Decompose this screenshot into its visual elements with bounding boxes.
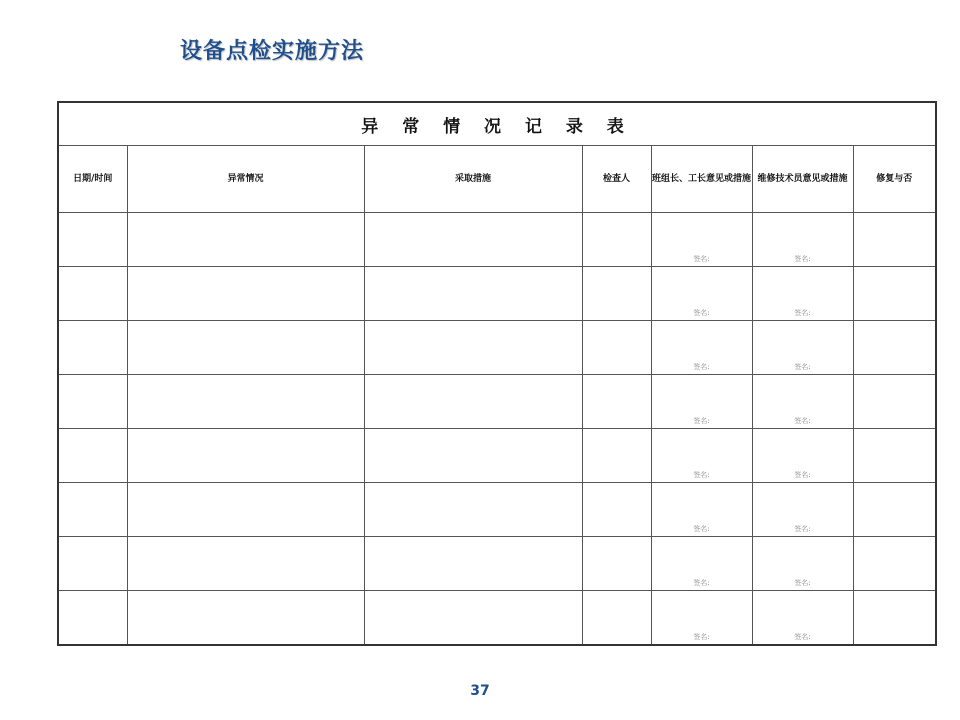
- technician-opinion-cell[interactable]: [752, 213, 853, 267]
- repaired-cell[interactable]: [853, 375, 936, 429]
- datetime-cell[interactable]: [58, 375, 127, 429]
- technician-opinion-cell[interactable]: [752, 267, 853, 321]
- measures-taken-cell[interactable]: [364, 267, 582, 321]
- datetime-cell[interactable]: [58, 483, 127, 537]
- technician-opinion-cell[interactable]: [752, 429, 853, 483]
- measures-taken-cell[interactable]: [364, 321, 582, 375]
- signature-label: 签名:: [794, 471, 811, 479]
- abnormal-situation-cell[interactable]: [127, 537, 364, 591]
- signature-label: 签名:: [693, 525, 710, 533]
- table-row: [58, 483, 936, 537]
- column-header-measures-taken: 采取措施: [364, 146, 582, 213]
- signature-label: 签名:: [693, 471, 710, 479]
- signature-label: 签名:: [794, 525, 811, 533]
- column-header-datetime: 日期/时间: [58, 146, 127, 213]
- column-header-abnormal-situation: 异常情况: [127, 146, 364, 213]
- technician-opinion-cell[interactable]: [752, 591, 853, 646]
- datetime-cell[interactable]: [58, 213, 127, 267]
- signature-label: 签名:: [693, 417, 710, 425]
- signature-label: 签名:: [693, 633, 710, 641]
- table-row: [58, 429, 936, 483]
- repaired-cell[interactable]: [853, 591, 936, 646]
- table-row: [58, 267, 936, 321]
- column-header-inspector: 检查人: [582, 146, 651, 213]
- abnormal-record-table: [57, 101, 937, 646]
- datetime-cell[interactable]: [58, 267, 127, 321]
- measures-taken-cell[interactable]: [364, 537, 582, 591]
- table-row: [58, 321, 936, 375]
- repaired-cell[interactable]: [853, 537, 936, 591]
- signature-label: 签名:: [693, 363, 710, 371]
- table-row: [58, 537, 936, 591]
- table-row: [58, 213, 936, 267]
- abnormal-situation-cell[interactable]: [127, 267, 364, 321]
- measures-taken-cell[interactable]: [364, 375, 582, 429]
- signature-label: 签名:: [794, 579, 811, 587]
- column-header-technician-opinion: 维修技术员意见或措施: [752, 146, 853, 213]
- table-title: 异 常 情 况 记 录 表: [58, 102, 936, 146]
- datetime-cell[interactable]: [58, 591, 127, 646]
- technician-opinion-cell[interactable]: [752, 321, 853, 375]
- inspector-cell[interactable]: [582, 483, 651, 537]
- datetime-cell[interactable]: [58, 429, 127, 483]
- table-row: [58, 375, 936, 429]
- team-leader-opinion-cell[interactable]: [651, 483, 752, 537]
- repaired-cell[interactable]: [853, 213, 936, 267]
- table-row: [58, 591, 936, 646]
- datetime-cell[interactable]: [58, 537, 127, 591]
- signature-label: 签名:: [794, 417, 811, 425]
- team-leader-opinion-cell[interactable]: [651, 591, 752, 646]
- team-leader-opinion-cell[interactable]: [651, 213, 752, 267]
- measures-taken-cell[interactable]: [364, 591, 582, 646]
- inspector-cell[interactable]: [582, 267, 651, 321]
- column-header-team-leader-opinion: 班组长、工长意见或措施: [651, 146, 752, 213]
- signature-label: 签名:: [693, 255, 710, 263]
- signature-label: 签名:: [693, 579, 710, 587]
- signature-label: 签名:: [794, 363, 811, 371]
- abnormal-situation-cell[interactable]: [127, 375, 364, 429]
- signature-label: 签名:: [794, 255, 811, 263]
- measures-taken-cell[interactable]: [364, 213, 582, 267]
- repaired-cell[interactable]: [853, 429, 936, 483]
- technician-opinion-cell[interactable]: [752, 483, 853, 537]
- signature-label: 签名:: [794, 633, 811, 641]
- team-leader-opinion-cell[interactable]: [651, 267, 752, 321]
- signature-label: 签名:: [794, 309, 811, 317]
- page-number: 37: [470, 683, 490, 699]
- inspector-cell[interactable]: [582, 321, 651, 375]
- measures-taken-cell[interactable]: [364, 429, 582, 483]
- inspector-cell[interactable]: [582, 429, 651, 483]
- datetime-cell[interactable]: [58, 321, 127, 375]
- inspector-cell[interactable]: [582, 591, 651, 646]
- team-leader-opinion-cell[interactable]: [651, 321, 752, 375]
- slide-title: 设备点检实施方法: [180, 39, 365, 64]
- team-leader-opinion-cell[interactable]: [651, 429, 752, 483]
- team-leader-opinion-cell[interactable]: [651, 537, 752, 591]
- technician-opinion-cell[interactable]: [752, 375, 853, 429]
- repaired-cell[interactable]: [853, 267, 936, 321]
- abnormal-situation-cell[interactable]: [127, 429, 364, 483]
- technician-opinion-cell[interactable]: [752, 537, 853, 591]
- abnormal-situation-cell[interactable]: [127, 321, 364, 375]
- signature-label: 签名:: [693, 309, 710, 317]
- inspector-cell[interactable]: [582, 213, 651, 267]
- measures-taken-cell[interactable]: [364, 483, 582, 537]
- column-header-repaired: 修复与否: [853, 146, 936, 213]
- repaired-cell[interactable]: [853, 321, 936, 375]
- abnormal-situation-cell[interactable]: [127, 213, 364, 267]
- table-header-row: [58, 146, 936, 213]
- inspector-cell[interactable]: [582, 375, 651, 429]
- abnormal-situation-cell[interactable]: [127, 483, 364, 537]
- repaired-cell[interactable]: [853, 483, 936, 537]
- inspector-cell[interactable]: [582, 537, 651, 591]
- abnormal-situation-cell[interactable]: [127, 591, 364, 646]
- team-leader-opinion-cell[interactable]: [651, 375, 752, 429]
